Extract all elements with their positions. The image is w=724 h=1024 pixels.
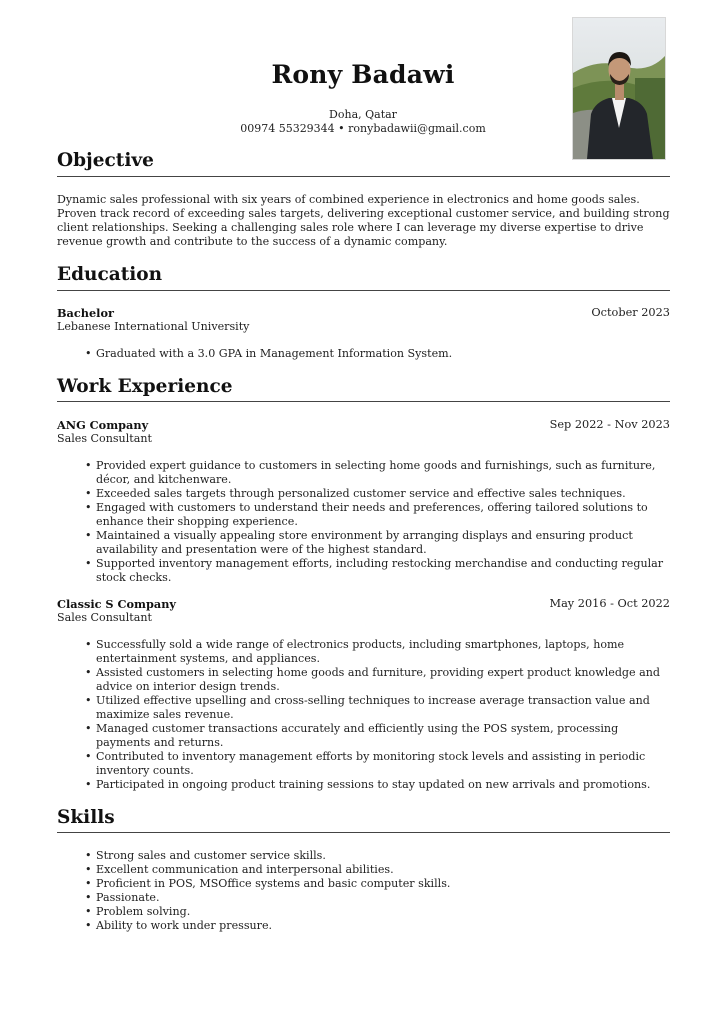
list-item: • Successfully sold a wide range of electronics products, including smartphones, laptops, home entertainment systems, and appliances. [85, 638, 675, 666]
job-company: Classic S Company [57, 597, 176, 611]
list-item: • Exceeded sales targets through personalized customer service and effective sales techniques. [85, 487, 675, 501]
section-divider [57, 401, 670, 402]
list-item: • Graduated with a 3.0 GPA in Management Information System. [85, 347, 675, 361]
section-divider [57, 176, 670, 177]
list-item: • Provided expert guidance to customers in selecting home goods and furnishings, such as furniture, décor, and kitchenware. [85, 459, 675, 487]
list-item: • Assisted customers in selecting home goods and furniture, providing expert product knowledge and advice on interior design trends. [85, 666, 675, 694]
list-item: • Strong sales and customer service skills. [85, 849, 675, 863]
list-item: • Passionate. [85, 891, 675, 905]
section-divider [57, 832, 670, 833]
list-item: • Problem solving. [85, 905, 675, 919]
education-date: October 2023 [591, 306, 670, 319]
profile-photo-image [573, 18, 665, 159]
job-role: Sales Consultant [57, 432, 152, 445]
list-item: • Utilized effective upselling and cross-selling techniques to increase average transaction value and maximize sales revenue. [85, 694, 675, 722]
list-item: • Engaged with customers to understand their needs and preferences, offering tailored solutions to enhance their shopping experience. [85, 501, 675, 529]
education-degree: Bachelor [57, 306, 114, 320]
skills-heading: Skills [57, 807, 115, 828]
list-item: • Managed customer transactions accurately and efficiently using the POS system, processing payments and returns. [85, 722, 675, 750]
job-role: Sales Consultant [57, 611, 152, 624]
education-bullets [85, 347, 675, 361]
job-dates: May 2016 - Oct 2022 [549, 597, 670, 610]
objective-text: Dynamic sales professional with six years of combined experience in electronics and home goods sales. Proven track record of exceeding sales targets, delivering exceptional customer service, and building strong client relationships. Seeking a challenging sales role where I can leverage my diverse expertise to drive revenue growth and contribute to the success of a dynamic company. [57, 193, 670, 248]
education-heading: Education [57, 264, 163, 285]
skills-bullets [85, 849, 675, 933]
job-dates: Sep 2022 - Nov 2023 [549, 418, 670, 431]
work-heading: Work Experience [57, 376, 233, 397]
objective-heading: Objective [57, 150, 154, 171]
list-item: • Supported inventory management efforts, including restocking merchandise and conducting regular stock checks. [85, 557, 675, 585]
job-bullets [85, 638, 675, 792]
profile-photo [572, 17, 666, 160]
candidate-name: Rony Badawi [271, 60, 455, 89]
list-item: • Ability to work under pressure. [85, 919, 675, 933]
list-item: • Proficient in POS, MSOffice systems and basic computer skills. [85, 877, 675, 891]
contact-line: 00974 55329344 • ronybadawii@gmail.com [240, 122, 486, 135]
job-company: ANG Company [57, 418, 149, 432]
location-text: Doha, Qatar [329, 108, 397, 121]
job-bullets [85, 459, 675, 585]
education-school: Lebanese International University [57, 320, 250, 333]
section-divider [57, 290, 670, 291]
list-item: • Maintained a visually appealing store environment by arranging displays and ensuring product availability and presentation were of the highest standard. [85, 529, 675, 557]
list-item: • Contributed to inventory management efforts by monitoring stock levels and assisting in periodic inventory counts. [85, 750, 675, 778]
list-item: • Excellent communication and interpersonal abilities. [85, 863, 675, 877]
list-item: • Participated in ongoing product training sessions to stay updated on new arrivals and promotions. [85, 778, 675, 792]
